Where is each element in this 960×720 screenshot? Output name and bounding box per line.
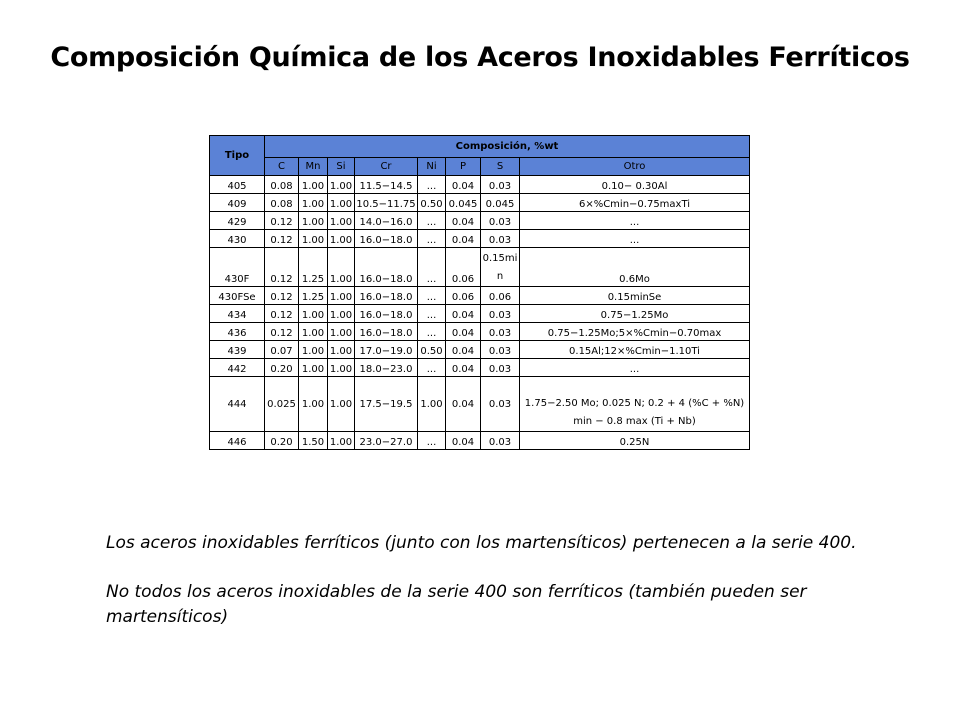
table-row [210,230,750,248]
table-row [210,341,750,359]
table-cell: 16.0−18.0 [355,305,418,323]
table-cell: 0.045 [446,194,481,212]
table-cell: 10.5−11.75 [355,194,418,212]
table-cell: ... [418,305,446,323]
table-cell: 1.00 [299,176,328,194]
table-cell: 1.50 [299,432,328,450]
table-row [210,176,750,194]
table-cell: 0.04 [446,359,481,377]
table-cell: 1.00 [299,359,328,377]
row-type-cell: 429 [210,212,265,230]
table-cell: 0.12 [265,230,299,248]
table-cell: 16.0−18.0 [355,230,418,248]
table-row [210,323,750,341]
table-cell: 1.00 [328,377,355,432]
table-cell: 1.00 [328,248,355,287]
header-tipo: Tipo [210,136,265,176]
table-cell: 1.75−2.50 Mo; 0.025 N; 0.2 + 4 (%C + %N) min − 0.8 max (Ti + Nb) [520,377,750,432]
table-cell: 0.75−1.25Mo;5×%Cmin−0.70max [520,323,750,341]
table-cell: 1.00 [328,323,355,341]
table-cell: 1.00 [328,341,355,359]
table-cell: 0.045 [481,194,520,212]
table-cell: ... [418,176,446,194]
header-composition: Composición, %wt [265,136,750,158]
table-cell: 1.00 [299,230,328,248]
table-cell: 0.04 [446,323,481,341]
table-cell: ... [418,230,446,248]
row-type-cell: 405 [210,176,265,194]
paragraph-martensiticos: No todos los aceros inoxidables de la serie 400 son ferríticos (también pueden ser martensíticos) [106,582,807,627]
table-cell: 6×%Cmin−0.75maxTi [520,194,750,212]
table-cell: 0.04 [446,176,481,194]
table-cell: 0.03 [481,432,520,450]
column-header-ni: Ni [418,158,446,176]
table-cell: 0.04 [446,341,481,359]
table-cell: 0.12 [265,248,299,287]
table-cell: 1.00 [328,432,355,450]
table-cell: 0.025 [265,377,299,432]
table-cell: ... [418,359,446,377]
table-cell: 1.00 [299,377,328,432]
table-cell: 0.12 [265,287,299,305]
table-cell: 0.08 [265,194,299,212]
table-cell: 0.15Al;12×%Cmin−1.10Ti [520,341,750,359]
table-cell: 0.25N [520,432,750,450]
row-type-cell: 430FSe [210,287,265,305]
table-cell: 1.00 [328,230,355,248]
table-cell: 0.03 [481,176,520,194]
table-row [210,377,750,432]
table-cell: 1.00 [299,341,328,359]
column-header-s: S [481,158,520,176]
table-cell: 0.04 [446,212,481,230]
table-cell: 1.00 [299,323,328,341]
table-cell: 0.04 [446,377,481,432]
table-cell: 0.06 [446,248,481,287]
table-row [210,359,750,377]
column-header-si: Si [328,158,355,176]
column-header-row [210,158,750,176]
table-cell: 11.5−14.5 [355,176,418,194]
table-cell: 0.03 [481,305,520,323]
table-cell: 0.03 [481,230,520,248]
row-type-cell: 439 [210,341,265,359]
table-row [210,305,750,323]
table-cell: 0.6Mo [520,248,750,287]
table-row [210,212,750,230]
table-cell: 17.5−19.5 [355,377,418,432]
table-cell: ... [418,212,446,230]
table-cell: 0.08 [265,176,299,194]
table-cell: 1.00 [299,305,328,323]
table-cell: 1.00 [418,377,446,432]
table-cell: 17.0−19.0 [355,341,418,359]
table-cell: ... [418,248,446,287]
table-cell: 0.12 [265,323,299,341]
table-cell: 1.25 [299,287,328,305]
row-type-cell: 409 [210,194,265,212]
table-cell: 0.03 [481,323,520,341]
table-cell: 0.12 [265,212,299,230]
table-cell: 1.00 [328,287,355,305]
table-body [210,176,750,450]
paragraph-serie-400: Los aceros inoxidables ferríticos (junto con los martensíticos) pertenecen a la serie 400. [106,533,857,553]
table-cell: ... [520,230,750,248]
column-header-p: P [446,158,481,176]
table-cell: 1.00 [328,176,355,194]
table-cell: 0.07 [265,341,299,359]
table-cell: 1.00 [328,305,355,323]
table-cell: 0.03 [481,341,520,359]
row-type-cell: 436 [210,323,265,341]
table-row [210,287,750,305]
table-row [210,194,750,212]
table-cell: 0.12 [265,305,299,323]
table-cell: 23.0−27.0 [355,432,418,450]
table-cell: 0.20 [265,359,299,377]
row-type-cell: 444 [210,377,265,432]
table-cell: 0.04 [446,305,481,323]
table-cell: ... [418,287,446,305]
table-cell: 0.04 [446,230,481,248]
table-cell: ... [520,212,750,230]
table-cell: 1.00 [328,212,355,230]
table-cell: 0.10− 0.30Al [520,176,750,194]
row-type-cell: 430 [210,230,265,248]
column-header-mn: Mn [299,158,328,176]
column-header-cr: Cr [355,158,418,176]
table-cell: 0.20 [265,432,299,450]
table-cell: 16.0−18.0 [355,287,418,305]
table-cell: 0.03 [481,359,520,377]
row-type-cell: 434 [210,305,265,323]
row-type-cell: 430F [210,248,265,287]
table-cell: 0.75−1.25Mo [520,305,750,323]
table-cell: 18.0−23.0 [355,359,418,377]
table-cell: 1.00 [299,212,328,230]
table-cell: 0.04 [446,432,481,450]
column-header-otro: Otro [520,158,750,176]
table-cell: 0.03 [481,377,520,432]
table-row [210,432,750,450]
table-cell: 0.15minSe [520,287,750,305]
column-header-c: C [265,158,299,176]
composition-table [209,135,750,450]
row-type-cell: 446 [210,432,265,450]
table-cell: 0.15mi n [481,248,520,287]
table-cell: ... [520,359,750,377]
table-cell: 16.0−18.0 [355,323,418,341]
table-cell: 1.25 [299,248,328,287]
table-cell: 14.0−16.0 [355,212,418,230]
table-cell: 1.00 [328,194,355,212]
table-cell: ... [418,323,446,341]
table-cell: 0.50 [418,194,446,212]
table-row [210,248,750,287]
table-cell: 0.03 [481,212,520,230]
table-cell: 16.0−18.0 [355,248,418,287]
table-cell: 0.06 [446,287,481,305]
table-cell: 1.00 [299,194,328,212]
table-cell: 1.00 [328,359,355,377]
table-cell: ... [418,432,446,450]
table-cell: 0.06 [481,287,520,305]
row-type-cell: 442 [210,359,265,377]
slide-title: Composición Química de los Aceros Inoxidables Ferríticos [50,42,910,73]
table-cell: 0.50 [418,341,446,359]
